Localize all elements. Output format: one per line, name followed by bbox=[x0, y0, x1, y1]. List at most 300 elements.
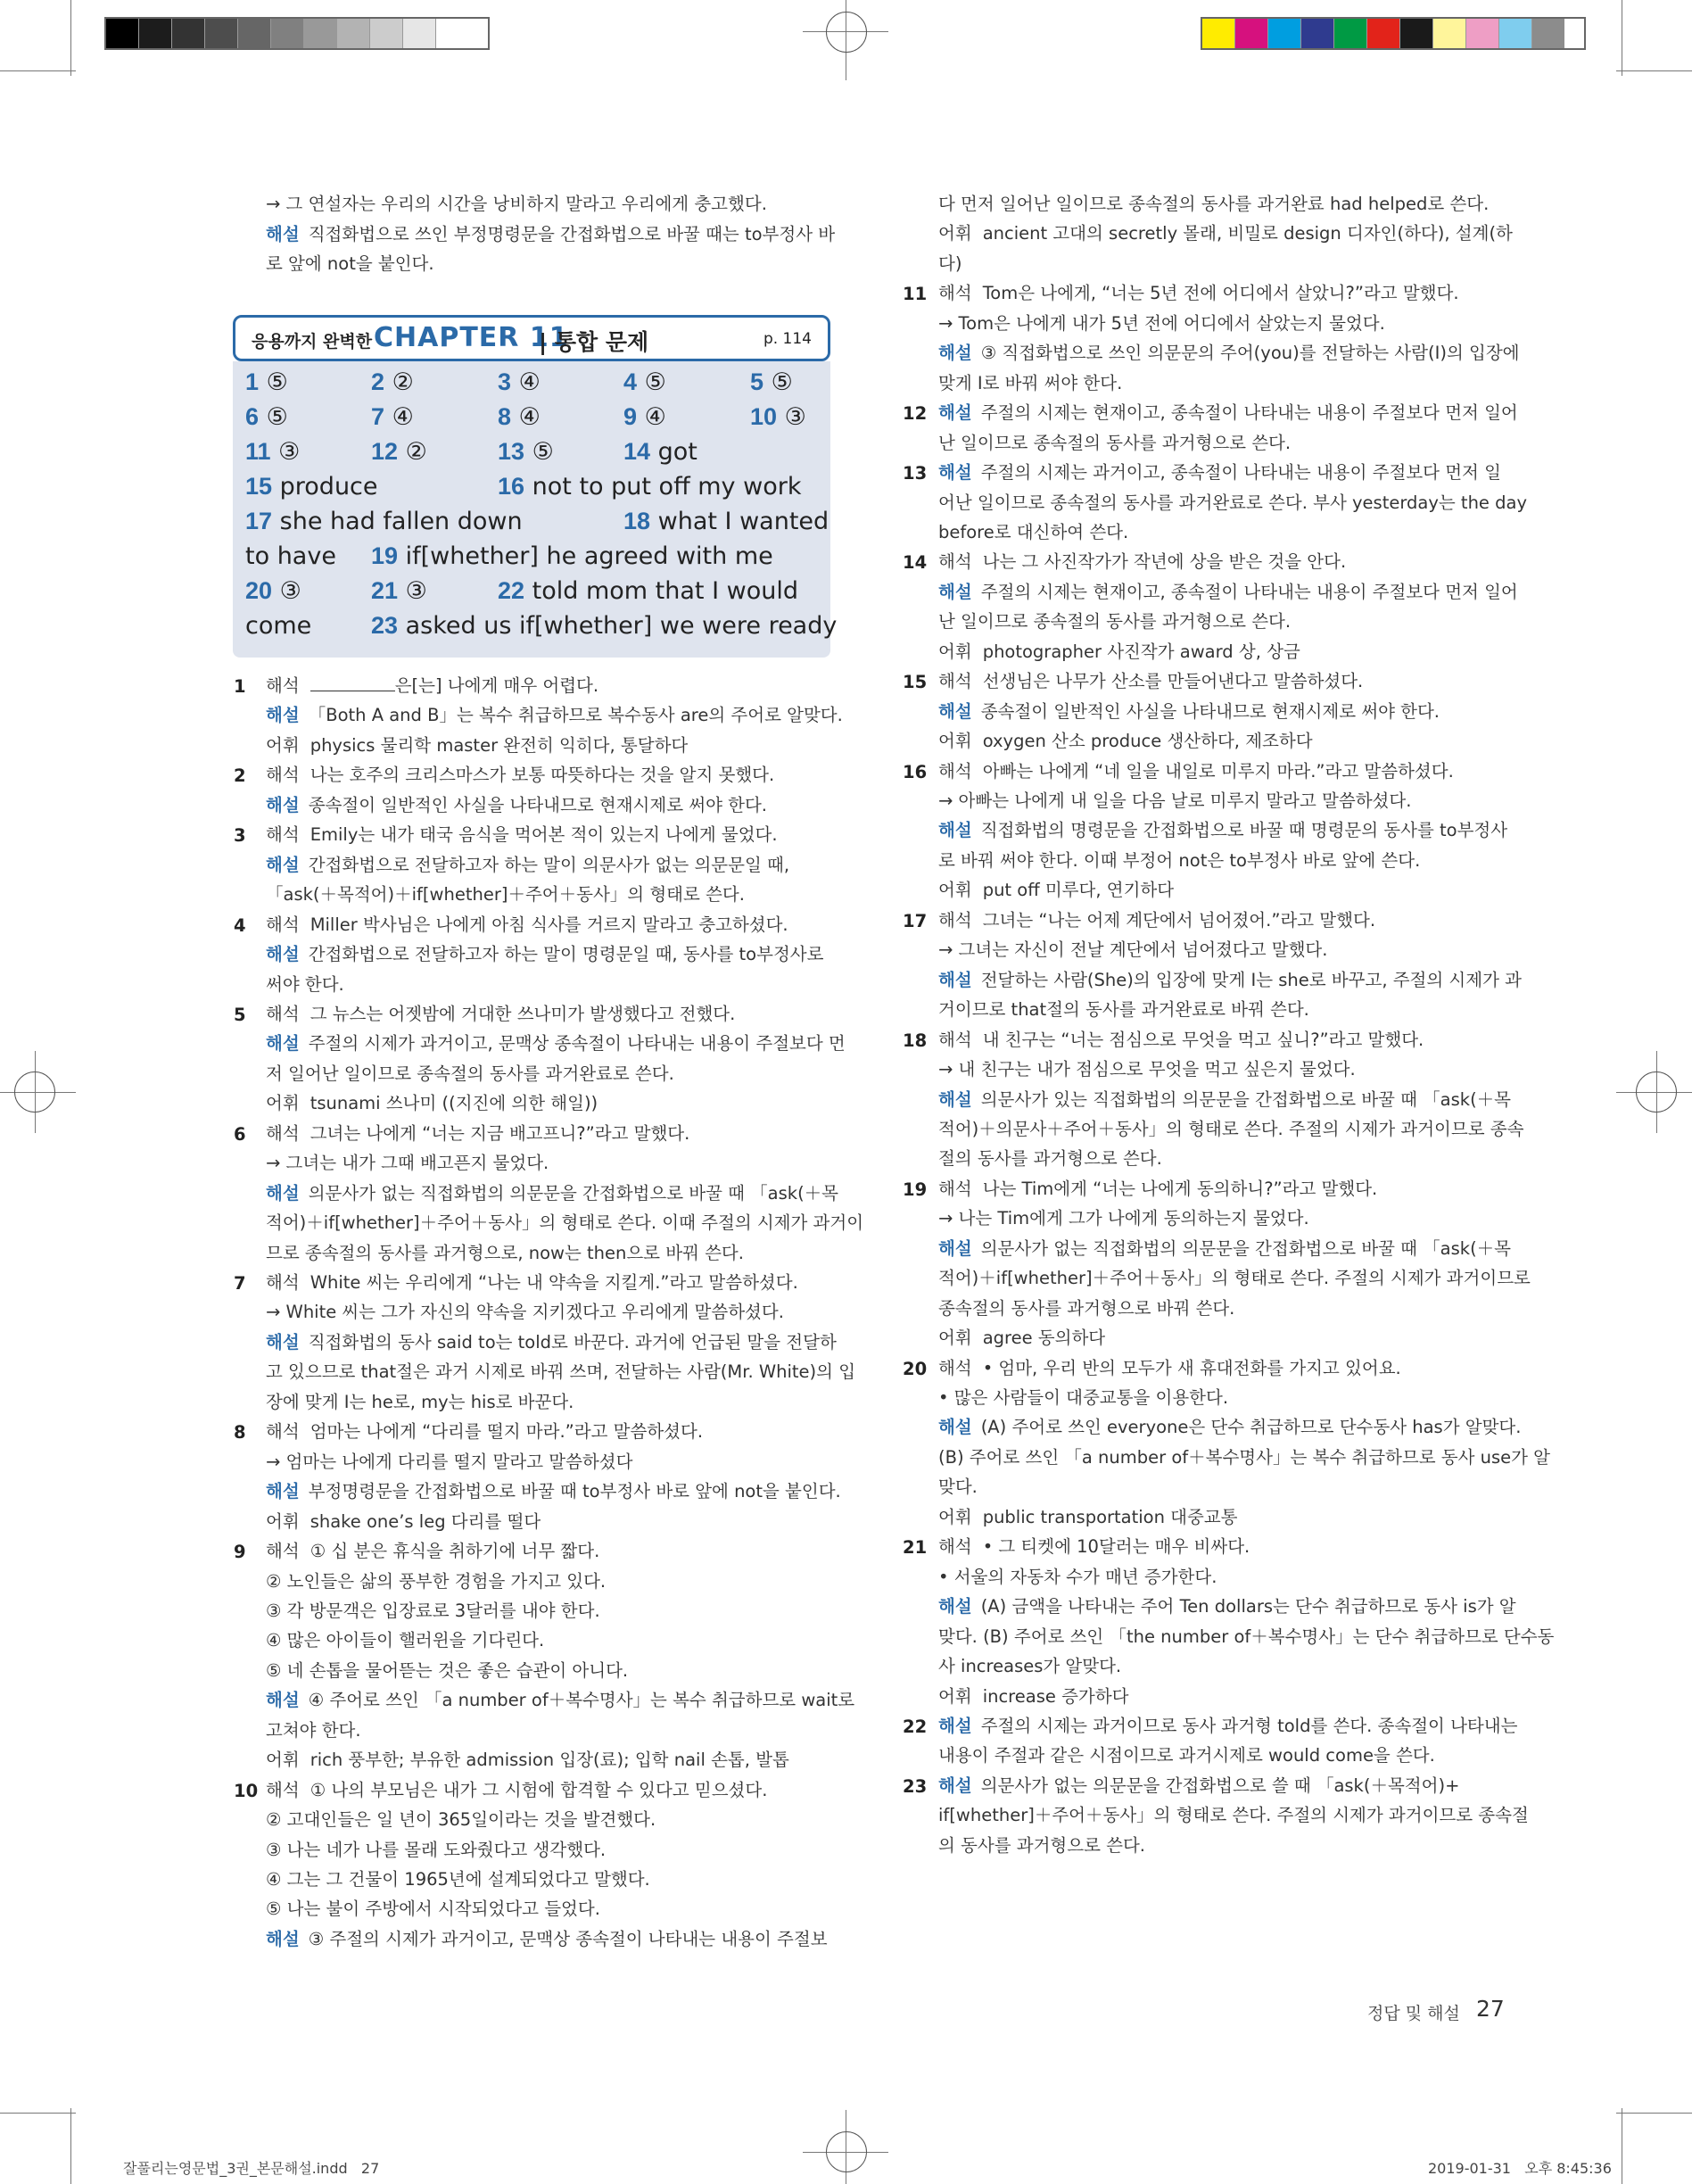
answer-item bbox=[623, 368, 666, 396]
line-text: → 그 연설자는 우리의 시간을 낭비하지 말라고 우리에게 충고했다. bbox=[266, 194, 767, 214]
item-number: 14 bbox=[903, 552, 928, 574]
item-number: 15 bbox=[903, 672, 928, 693]
text-line bbox=[938, 490, 1527, 517]
text-line bbox=[266, 912, 788, 939]
text-line bbox=[938, 1414, 1521, 1441]
text-line bbox=[266, 1598, 600, 1625]
text-line bbox=[266, 1687, 854, 1714]
line-text: (A) 주어로 쓰인 everyone은 단수 취급하므로 단수동사 has가 알맞다. bbox=[980, 1417, 1522, 1438]
item-number: 16 bbox=[903, 761, 928, 782]
text-line bbox=[266, 1658, 628, 1684]
item-number: 4 bbox=[234, 914, 246, 936]
text-line bbox=[938, 1146, 1162, 1172]
answer-item bbox=[498, 577, 798, 605]
line-text: → White 씨는 그가 자신의 약속을 지키겠다고 우리에게 말씀하셨다. bbox=[266, 1302, 784, 1323]
line-tag: 어휘 bbox=[266, 734, 300, 756]
line-text: ③ 나는 네가 나를 몰래 도와줬다고 생각했다. bbox=[266, 1839, 607, 1860]
line-tag: 해석 bbox=[266, 1779, 300, 1800]
item-number: 21 bbox=[903, 1537, 928, 1559]
line-text: 고쳐야 한다. bbox=[266, 1719, 361, 1741]
item-number: 20 bbox=[903, 1358, 928, 1379]
answer-value: ⑤ bbox=[532, 438, 554, 466]
text-line bbox=[938, 1265, 1531, 1292]
text-line bbox=[938, 1742, 1435, 1769]
line-text: 고 있으므로 that절은 과거 시제로 바꿔 쓰며, 전달하는 사람(Mr. White)의 입 bbox=[266, 1361, 856, 1383]
line-text: 내용이 주절과 같은 시점이므로 과거시제로 would come을 쓴다. bbox=[938, 1745, 1435, 1766]
line-tag: 해석 bbox=[266, 1122, 300, 1144]
line-tag: 해설 bbox=[938, 820, 972, 841]
item-number: 1 bbox=[234, 676, 246, 697]
answer-item bbox=[498, 438, 554, 466]
line-tag: 해석 bbox=[266, 1272, 300, 1293]
line-text: public transportation 대중교통 bbox=[982, 1506, 1238, 1527]
text-line bbox=[266, 1240, 744, 1267]
answer-value: ④ bbox=[644, 403, 666, 431]
text-line bbox=[938, 1564, 1217, 1591]
line-text: 주절의 시제는 현재이고, 종속절이 나타내는 내용이 주절보다 먼저 일어 bbox=[980, 581, 1518, 602]
answer-item bbox=[623, 508, 829, 535]
text-line bbox=[266, 1449, 632, 1476]
gray-swatch bbox=[337, 19, 370, 48]
color-swatch bbox=[1334, 19, 1367, 48]
line-text: 적어)＋if[whether]＋주어＋동사」의 형태로 쓴다. 이때 주절의 시제가 과거이 bbox=[266, 1212, 864, 1234]
text-line bbox=[938, 310, 1385, 337]
line-text: Miller 박사님은 나에게 아침 식사를 거르지 말라고 충고하셨다. bbox=[310, 914, 788, 935]
line-text: (A) 금액을 나타내는 주어 Ten dollars는 단수 취급하므로 동사 is가 알 bbox=[980, 1596, 1516, 1617]
text-line bbox=[938, 1325, 1105, 1352]
answer-item bbox=[750, 403, 806, 431]
line-tag: 해석 bbox=[266, 1421, 300, 1443]
text-line bbox=[266, 1090, 598, 1117]
line-tag: 해설 bbox=[266, 1928, 300, 1949]
line-text: 나는 Tim에게 “너는 나에게 동의하니?”라고 말했다. bbox=[982, 1178, 1378, 1199]
text-line bbox=[938, 848, 1420, 874]
answer-number: 11 bbox=[245, 438, 271, 465]
text-line bbox=[266, 972, 344, 998]
line-tag: 해설 bbox=[938, 343, 972, 364]
text-line bbox=[266, 1807, 656, 1833]
line-text: ② 고대인들은 일 년이 365일이라는 것을 발견했다. bbox=[266, 1809, 656, 1831]
line-text: 맞게 I로 바꿔 써야 한다. bbox=[938, 372, 1123, 393]
answer-number: 20 bbox=[245, 577, 273, 604]
line-tag: 해설 bbox=[938, 1596, 972, 1617]
text-line bbox=[938, 1116, 1523, 1143]
line-text: before로 대신하여 쓴다. bbox=[938, 521, 1129, 542]
line-tag: 해설 bbox=[938, 462, 972, 484]
answer-value: got bbox=[657, 438, 697, 466]
line-text: 의문사가 있는 직접화법의 의문문을 간접화법으로 바꿀 때 「ask(＋목 bbox=[980, 1088, 1512, 1110]
text-line bbox=[266, 1478, 841, 1505]
text-line bbox=[266, 1329, 837, 1356]
text-line bbox=[938, 251, 962, 277]
answer-value: if[whether] he agreed with me bbox=[405, 542, 773, 570]
answer-item bbox=[371, 577, 427, 605]
line-tag: 해석 bbox=[938, 909, 972, 931]
line-text: increase 증가하다 bbox=[982, 1685, 1129, 1707]
item-number: 10 bbox=[234, 1780, 259, 1801]
line-text: 절의 동사를 과거형으로 쓴다. bbox=[938, 1148, 1162, 1170]
fill-in-blank bbox=[310, 674, 395, 691]
line-text: • 그 티켓에 10달러는 매우 비싸다. bbox=[982, 1536, 1250, 1558]
line-text: 주절의 시제는 현재이고, 종속절이 나타내는 내용이 주절보다 먼저 일어 bbox=[980, 402, 1518, 424]
color-swatch bbox=[1400, 19, 1433, 48]
line-tag: 해석 bbox=[266, 1003, 300, 1024]
answer-number: 16 bbox=[498, 473, 525, 500]
line-text: ③ 직접화법으로 쓰인 의문문의 주어(you)를 전달하는 사람(I)의 입장에 bbox=[980, 343, 1520, 364]
line-text: → 내 친구는 내가 점심으로 무엇을 먹고 싶은지 물었다. bbox=[938, 1059, 1356, 1080]
print-slug-file: 잘풀리는영문법_3권_본문해설.indd 27 bbox=[123, 2160, 380, 2177]
gray-swatch bbox=[436, 19, 468, 48]
line-text: ⑤ 네 손톱을 물어뜯는 것은 좋은 습관이 아니다. bbox=[266, 1659, 629, 1681]
text-line bbox=[938, 1385, 1228, 1411]
line-text: 「ask(＋목적어)＋if[whether]＋주어＋동사」의 형태로 쓴다. bbox=[266, 884, 745, 906]
item-number: 8 bbox=[234, 1422, 246, 1444]
gray-swatch bbox=[106, 19, 139, 48]
line-text: 난 일이므로 종속절의 동사를 과거형으로 쓴다. bbox=[938, 432, 1292, 453]
line-text: 직접화법의 동사 said to는 told로 바꾼다. 과거에 언급된 말을 전달하 bbox=[308, 1331, 837, 1353]
text-line bbox=[266, 1299, 784, 1326]
answer-number: 10 bbox=[750, 403, 778, 430]
text-line bbox=[938, 1205, 1309, 1232]
text-line bbox=[938, 788, 1411, 815]
line-text: 다) bbox=[938, 252, 962, 274]
item-number: 22 bbox=[903, 1716, 928, 1737]
line-tag: 해설 bbox=[938, 700, 972, 722]
text-line bbox=[938, 1087, 1511, 1113]
line-text: 어난 일이므로 종속절의 동사를 과거완료로 쓴다. 부사 yesterday는 the day bbox=[938, 492, 1527, 513]
color-swatch bbox=[1499, 19, 1532, 48]
text-line bbox=[266, 732, 688, 759]
color-swatch bbox=[1268, 19, 1301, 48]
answer-item bbox=[245, 438, 300, 466]
color-swatch bbox=[1235, 19, 1268, 48]
text-line bbox=[266, 1180, 838, 1207]
line-text: 선생님은 나무가 산소를 만들어낸다고 말씀하셨다. bbox=[982, 671, 1364, 692]
line-tag: 해석 bbox=[938, 283, 972, 304]
item-number: 23 bbox=[903, 1775, 928, 1797]
line-text: ④ 주어로 쓰인 「a number of＋복수명사」는 복수 취급하므로 wait로 bbox=[308, 1690, 855, 1711]
line-text: oxygen 산소 produce 생산하다, 제조하다 bbox=[982, 731, 1313, 752]
line-text: ③ 각 방문객은 입장료로 3달러를 내야 한다. bbox=[266, 1600, 600, 1621]
line-tag: 해설 bbox=[266, 944, 300, 965]
line-text: ancient 고대의 secretly 몰래, 비밀로 design 디자인(하다), 설계(하 bbox=[982, 223, 1513, 244]
line-text: 저 일어난 일이므로 종속절의 동사를 과거완료로 쓴다. bbox=[266, 1063, 674, 1084]
line-text: 로 앞에 not을 붙인다. bbox=[266, 253, 434, 274]
gray-swatch bbox=[238, 19, 271, 48]
gray-swatch bbox=[304, 19, 337, 48]
color-swatch bbox=[1532, 19, 1564, 48]
line-text: shake one’s leg 다리를 떨다 bbox=[310, 1510, 541, 1532]
line-tag: 해설 bbox=[938, 1088, 972, 1110]
answer-value: not to put off my work bbox=[532, 473, 802, 500]
answer-item bbox=[371, 542, 773, 570]
answer-item bbox=[245, 368, 288, 396]
answer-item bbox=[371, 403, 414, 431]
line-tag: 어휘 bbox=[938, 880, 972, 901]
line-text: ① 십 분은 휴식을 취하기에 너무 짧다. bbox=[310, 1541, 600, 1562]
item-number: 12 bbox=[903, 403, 928, 425]
line-tag: 해설 bbox=[938, 581, 972, 602]
registration-mark bbox=[14, 1071, 55, 1113]
text-line bbox=[266, 673, 598, 699]
text-line bbox=[266, 1717, 361, 1744]
text-line bbox=[266, 941, 823, 968]
line-text: 주절의 시제는 과거이고, 종속절이 나타내는 내용이 주절보다 먼저 일 bbox=[980, 462, 1501, 484]
answer-item bbox=[371, 438, 427, 466]
text-line bbox=[938, 639, 1300, 666]
answer-value: ② bbox=[392, 368, 414, 396]
line-tag: 어휘 bbox=[266, 1093, 300, 1114]
answer-number: 23 bbox=[371, 612, 399, 639]
gray-swatch bbox=[370, 19, 403, 48]
line-text: 장에 맞게 I는 he로, my는 his로 바꾼다. bbox=[266, 1391, 574, 1412]
text-line bbox=[266, 1419, 703, 1445]
line-text: → 엄마는 나에게 다리를 떨지 말라고 말씀하셨다 bbox=[266, 1451, 633, 1472]
color-swatch bbox=[1202, 19, 1235, 48]
line-text: 부정명령문을 간접화법으로 바꿀 때 to부정사 바로 앞에 not을 붙인다. bbox=[308, 1481, 841, 1502]
text-line bbox=[938, 280, 1459, 307]
line-text: • 엄마, 우리 반의 모두가 새 휴대전화를 가지고 있어요. bbox=[982, 1357, 1401, 1378]
answer-item bbox=[623, 438, 697, 466]
text-line bbox=[266, 1210, 863, 1237]
text-line bbox=[266, 1777, 767, 1804]
item-number: 5 bbox=[234, 1004, 246, 1025]
text-line bbox=[938, 1504, 1238, 1531]
answer-value: come bbox=[245, 612, 312, 640]
crop-mark bbox=[70, 2108, 71, 2184]
item-number: 13 bbox=[903, 463, 928, 484]
answer-value: produce bbox=[279, 473, 378, 500]
color-swatch bbox=[1433, 19, 1466, 48]
answer-value: what I wanted bbox=[657, 508, 829, 535]
text-line bbox=[266, 762, 774, 789]
line-tag: 어휘 bbox=[938, 1685, 972, 1707]
line-text: ① 나의 부모님은 내가 그 시험에 합격할 수 있다고 믿으셨다. bbox=[310, 1779, 768, 1800]
gray-swatch bbox=[271, 19, 304, 48]
text-line bbox=[266, 822, 778, 848]
text-line bbox=[938, 1236, 1511, 1262]
line-text: 맞다. bbox=[938, 1477, 978, 1498]
answer-number: 6 bbox=[245, 403, 260, 430]
answer-item bbox=[498, 473, 801, 500]
answer-item bbox=[245, 577, 301, 605]
line-text: 다 먼저 일어난 일이므로 종속절의 동사를 과거완료 had helped로 쓴다. bbox=[938, 194, 1490, 214]
color-swatch bbox=[1301, 19, 1334, 48]
answer-number: 3 bbox=[498, 368, 512, 395]
answer-item bbox=[245, 473, 378, 500]
line-tag: 해설 bbox=[266, 1481, 300, 1502]
line-tag: 해설 bbox=[938, 1417, 972, 1438]
answer-number: 2 bbox=[371, 368, 385, 395]
text-line bbox=[938, 191, 1489, 218]
crop-mark bbox=[70, 0, 71, 76]
text-line bbox=[938, 1027, 1424, 1054]
answer-number: 9 bbox=[623, 403, 638, 430]
answer-item bbox=[371, 612, 837, 640]
text-line bbox=[266, 1896, 600, 1923]
footer-label: 정답 및 해설 bbox=[1367, 2004, 1460, 2023]
line-tag: 해석 bbox=[938, 760, 972, 782]
line-tag: 해석 bbox=[938, 551, 972, 573]
text-line bbox=[938, 907, 1375, 934]
text-line bbox=[266, 1389, 574, 1416]
line-text: photographer 사진작가 award 상, 상금 bbox=[982, 641, 1300, 662]
text-line bbox=[938, 1444, 1550, 1471]
gray-swatch bbox=[172, 19, 205, 48]
line-tag: 해설 bbox=[266, 223, 300, 244]
text-line bbox=[266, 1866, 650, 1893]
line-text: ⑤ 나는 불이 주방에서 시작되었다고 들었다. bbox=[266, 1899, 600, 1920]
answer-number: 21 bbox=[371, 577, 399, 604]
answer-number: 18 bbox=[623, 508, 651, 534]
text-line bbox=[266, 1001, 735, 1028]
line-tag: 해설 bbox=[938, 1237, 972, 1259]
grayscale-bar bbox=[104, 17, 490, 50]
line-tag: 해설 bbox=[938, 1774, 972, 1796]
line-text: 의문사가 없는 직접화법의 의문문을 간접화법으로 바꿀 때 「ask(＋목 bbox=[308, 1182, 839, 1204]
line-text: ④ 그는 그 건물이 1965년에 설계되었다고 말했다. bbox=[266, 1869, 650, 1890]
text-line bbox=[266, 1627, 544, 1654]
line-tag: 어휘 bbox=[266, 1750, 300, 1771]
text-line bbox=[266, 1030, 846, 1057]
gray-swatch bbox=[403, 19, 436, 48]
text-line bbox=[266, 702, 843, 729]
text-line bbox=[938, 1176, 1377, 1203]
line-text: 종속절이 일반적인 사실을 나타내므로 현재시제로 써야 한다. bbox=[308, 794, 768, 815]
item-number: 7 bbox=[234, 1273, 246, 1294]
line-text: 종속절이 일반적인 사실을 나타내므로 현재시제로 써야 한다. bbox=[980, 700, 1440, 722]
line-tag: 어휘 bbox=[938, 641, 972, 662]
line-tag: 어휘 bbox=[938, 223, 972, 244]
line-tag: 어휘 bbox=[938, 1506, 972, 1527]
line-tag: 해석 bbox=[266, 824, 300, 846]
line-text: 의문사가 없는 의문문을 간접화법으로 쓸 때 「ask(＋목적어)+ bbox=[980, 1774, 1460, 1796]
text-line bbox=[938, 579, 1518, 606]
chapter-name: CHAPTER 11 bbox=[374, 322, 569, 353]
answer-number: 4 bbox=[623, 368, 638, 395]
answer-item bbox=[623, 403, 666, 431]
color-swatch bbox=[1466, 19, 1499, 48]
line-tag: 해석 bbox=[266, 765, 300, 786]
chapter-prefix: 응용까지 완벽한 bbox=[252, 332, 373, 352]
text-line bbox=[266, 1538, 599, 1565]
text-line bbox=[938, 400, 1518, 426]
answer-number: 14 bbox=[623, 438, 651, 465]
text-line bbox=[938, 1684, 1128, 1710]
line-text: White 씨는 우리에게 “나는 내 약속을 지킬게.”라고 말씀하셨다. bbox=[310, 1272, 798, 1293]
line-tag: 어휘 bbox=[938, 731, 972, 752]
item-number: 6 bbox=[234, 1123, 246, 1145]
line-text: 전달하는 사람(She)의 입장에 맞게 I는 she로 바꾸고, 주절의 시제가 과 bbox=[980, 969, 1522, 990]
line-tag: 해설 bbox=[266, 794, 300, 815]
answer-value: ③ bbox=[405, 577, 427, 605]
answer-value: she had fallen down bbox=[279, 508, 523, 535]
line-text: put off 미루다, 연기하다 bbox=[982, 880, 1175, 901]
answer-number: 15 bbox=[245, 473, 273, 500]
item-number: 9 bbox=[234, 1542, 246, 1563]
text-line bbox=[266, 1509, 541, 1535]
answer-item bbox=[750, 368, 793, 396]
text-line bbox=[266, 1061, 674, 1088]
text-line bbox=[938, 699, 1440, 725]
answer-value: ③ bbox=[278, 438, 301, 466]
text-line bbox=[266, 881, 745, 908]
answer-value: ④ bbox=[518, 368, 541, 396]
answer-value: ④ bbox=[392, 403, 414, 431]
line-tag: 해설 bbox=[266, 1331, 300, 1353]
text-line bbox=[938, 758, 1454, 785]
line-tag: 해석 bbox=[266, 1541, 300, 1562]
text-line bbox=[938, 370, 1122, 397]
registration-mark bbox=[1636, 1071, 1677, 1113]
answer-number: 5 bbox=[750, 368, 764, 395]
line-tag: 해설 bbox=[266, 1690, 300, 1711]
line-text: 사 increases가 알맞다. bbox=[938, 1656, 1122, 1677]
text-line bbox=[938, 430, 1291, 457]
text-line bbox=[938, 1593, 1516, 1620]
answer-value: ⑤ bbox=[771, 368, 793, 396]
answer-value: ⑤ bbox=[644, 368, 666, 396]
line-tag: 해설 bbox=[938, 1715, 972, 1736]
crop-mark bbox=[0, 2113, 76, 2114]
line-text: • 서울의 자동차 수가 매년 증가한다. bbox=[938, 1566, 1217, 1587]
text-line bbox=[938, 668, 1363, 695]
line-text: → Tom은 나에게 내가 5년 전에 어디에서 살았는지 물었다. bbox=[938, 312, 1385, 334]
chapter-page-ref: p. 114 bbox=[763, 330, 812, 348]
line-text: 내 친구는 “너는 점심으로 무엇을 먹고 싶니?”라고 말했다. bbox=[982, 1029, 1424, 1050]
answer-value: to have bbox=[245, 542, 336, 570]
line-text: 엄마는 나에게 “다리를 떨지 마라.”라고 말씀하셨다. bbox=[310, 1421, 704, 1443]
line-text: ② 노인들은 삶의 풍부한 경험을 가지고 있다. bbox=[266, 1570, 607, 1592]
text-line bbox=[938, 1773, 1459, 1799]
print-slug-datetime: 2019-01-31 오후 8:45:36 bbox=[1428, 2160, 1612, 2177]
text-line bbox=[266, 1747, 789, 1774]
line-tag: 해설 bbox=[266, 1033, 300, 1055]
line-text: 은[는] 나에게 매우 어렵다. bbox=[394, 675, 599, 696]
answer-value: ⑤ bbox=[266, 368, 288, 396]
answer-value: told mom that I would bbox=[532, 577, 798, 605]
line-text: 의 동사를 과거형으로 쓴다. bbox=[938, 1834, 1146, 1856]
text-line bbox=[938, 817, 1507, 844]
gray-swatch bbox=[139, 19, 172, 48]
line-text: → 그녀는 자신이 전날 계단에서 넘어졌다고 말했다. bbox=[938, 939, 1328, 961]
crop-mark bbox=[0, 70, 76, 71]
text-line bbox=[266, 1926, 828, 1953]
text-line bbox=[938, 1355, 1401, 1382]
line-tag: 해설 bbox=[266, 705, 300, 726]
line-text: 써야 한다. bbox=[266, 973, 344, 995]
text-line bbox=[938, 1474, 978, 1501]
answer-number: 12 bbox=[371, 438, 399, 465]
line-tag: 해석 bbox=[938, 1357, 972, 1378]
answer-number: 17 bbox=[245, 508, 273, 534]
text-line bbox=[266, 1270, 798, 1296]
line-text: agree 동의하다 bbox=[982, 1328, 1106, 1349]
gray-swatch bbox=[205, 19, 238, 48]
line-tag: 해설 bbox=[266, 1182, 300, 1204]
text-line bbox=[938, 519, 1128, 546]
answer-item bbox=[245, 612, 311, 640]
item-number: 17 bbox=[903, 910, 928, 931]
chapter-title: | 통합 문제 bbox=[539, 329, 649, 355]
line-text: 그녀는 나에게 “너는 지금 배고프니?”라고 말했다. bbox=[310, 1122, 690, 1144]
line-text: 적어)＋의문사＋주어＋동사」의 형태로 쓴다. 주절의 시제가 과거이므로 종속 bbox=[938, 1118, 1524, 1139]
text-line bbox=[938, 967, 1522, 994]
text-line bbox=[266, 852, 789, 879]
line-text: if[whether]＋주어＋동사」의 형태로 쓴다. 주절의 시제가 과거이므로 종속절 bbox=[938, 1805, 1529, 1826]
line-tag: 해설 bbox=[938, 969, 972, 990]
line-text: 므로 종속절의 동사를 과거형으로, now는 then으로 바꿔 쓴다. bbox=[266, 1242, 744, 1263]
